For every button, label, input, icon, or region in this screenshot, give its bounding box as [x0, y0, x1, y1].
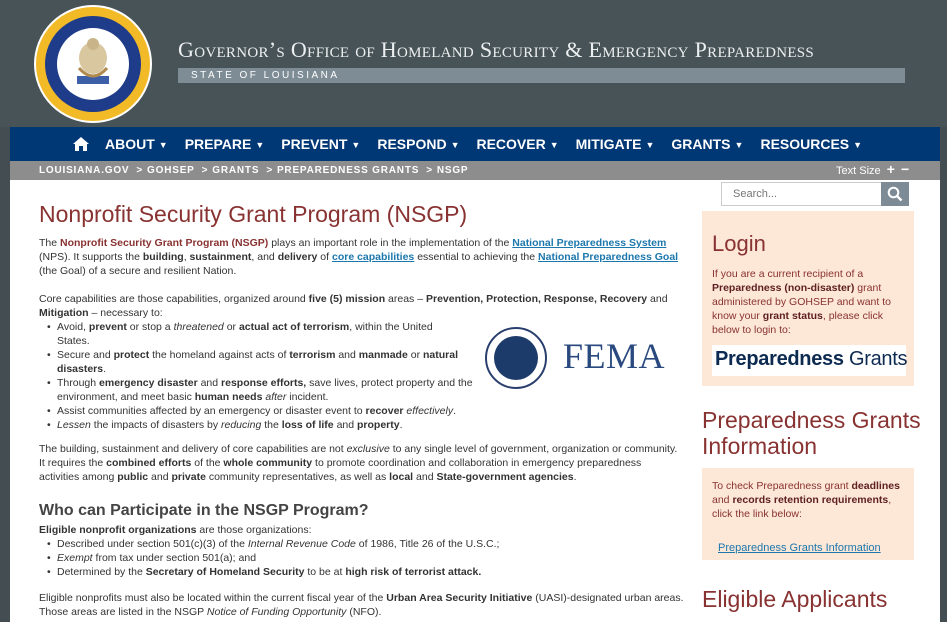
list-item	[47, 537, 647, 551]
text-size-control	[836, 161, 910, 177]
chevron-down-icon: ▼	[351, 140, 361, 150]
core-text: Core capabilities are those capabilities, organized around	[39, 293, 309, 305]
list-text: or stop a	[126, 321, 174, 333]
logo-word-preparedness: Preparedness	[715, 348, 844, 370]
list-bold: emergency disaster	[99, 377, 198, 389]
list-text: .	[399, 419, 403, 431]
who-can-participate-heading: Who can Participate in the NSGP Program?	[39, 502, 369, 519]
nav-prevent[interactable]	[281, 127, 360, 161]
list-text: and	[197, 377, 222, 389]
breadcrumb-separator: >	[426, 165, 433, 176]
core-text: – necessary to:	[88, 307, 163, 319]
info-text: , click the link below:	[712, 494, 892, 520]
list-text: the	[261, 419, 282, 431]
chevron-down-icon: ▼	[853, 140, 863, 150]
list-italic: effectively	[406, 405, 454, 417]
nav-prepare[interactable]	[185, 127, 265, 161]
intro-paragraph	[39, 236, 679, 278]
list-bold: response efforts,	[221, 377, 307, 389]
gohsep-seal-logo[interactable]	[34, 5, 152, 123]
national-preparedness-system-link[interactable]: National Preparedness System	[512, 237, 667, 249]
core-bold: Mitigation	[39, 307, 89, 319]
core-capabilities-link[interactable]: core capabilities	[331, 251, 415, 263]
intro-bold: building	[142, 251, 184, 263]
eligible-bold: Eligible nonprofit organizations	[39, 524, 197, 536]
eligible-intro	[39, 523, 684, 537]
pelican-icon	[57, 28, 129, 100]
list-bold: manmade	[358, 349, 408, 361]
list-bold: human needs	[194, 391, 263, 403]
nav-resources-label: RESOURCES	[760, 136, 850, 152]
list-text: and	[335, 349, 359, 361]
uasi-italic: Notice of Funding Opportunity	[206, 606, 347, 618]
nav-grants-label: GRANTS	[671, 136, 731, 152]
list-text: the homeland against acts of	[149, 349, 290, 361]
breadcrumb-gohsep[interactable]: GOHSEP	[147, 165, 195, 176]
nav-respond-label: RESPOND	[377, 136, 447, 152]
intro-bold: sustainment	[189, 251, 252, 263]
main-nav	[10, 127, 940, 161]
intro-text: plays an important role in the implementation of the	[268, 237, 513, 249]
preparedness-grants-login-link[interactable]	[712, 345, 906, 376]
intro-text: , and	[251, 251, 278, 263]
text-size-decrease-button[interactable]: −	[900, 161, 910, 177]
breadcrumb-nsgp: NSGP	[436, 165, 469, 176]
list-bold: terrorism	[289, 349, 336, 361]
building-italic: exclusive	[346, 443, 390, 455]
login-title: Login	[712, 231, 766, 256]
list-text: save lives, protect property and the environment, and meet basic	[57, 377, 473, 403]
list-text: Determined by the	[57, 566, 146, 578]
list-text: , within the United States.	[57, 321, 433, 347]
building-text: .	[573, 471, 577, 483]
building-bold: local	[389, 471, 414, 483]
seal-ring	[45, 16, 141, 112]
intro-text: ,	[183, 251, 190, 263]
eligible-applicants-title: Eligible Applicants	[702, 586, 888, 612]
intro-text: (NPS). It supports the	[39, 251, 143, 263]
nav-prevent-label: PREVENT	[281, 136, 348, 152]
list-text: Described under section 501(c)(3) of the	[57, 538, 248, 550]
intro-text: of	[317, 251, 332, 263]
search-icon	[887, 186, 903, 202]
chevron-down-icon: ▼	[450, 140, 460, 150]
uasi-text: Eligible nonprofits must also be located within the current fiscal year of the	[39, 592, 387, 604]
list-text: or	[407, 349, 423, 361]
list-text: Through	[57, 377, 100, 389]
list-bold: property	[357, 419, 400, 431]
breadcrumb-separator: >	[266, 165, 273, 176]
eligible-list	[47, 537, 647, 579]
page-title: Nonprofit Security Grant Program (NSGP)	[39, 201, 468, 227]
list-item	[47, 565, 647, 579]
list-text: incident.	[286, 391, 329, 403]
core-text: areas –	[385, 293, 426, 305]
preparedness-grants-info-title: Preparedness Grants Information	[702, 407, 921, 459]
info-bold: deadlines	[851, 480, 900, 492]
intro-text: essential to achieving the	[414, 251, 539, 263]
nav-respond[interactable]	[377, 127, 459, 161]
nav-prepare-label: PREPARE	[184, 136, 252, 152]
home-icon[interactable]	[72, 136, 90, 152]
building-text: to any single level of government, organization or community. It requires the	[39, 443, 678, 469]
list-bold: high risk of terrorist attack.	[345, 566, 482, 578]
building-text: and	[413, 471, 437, 483]
eligible-text: are those organizations:	[196, 524, 312, 536]
list-text: of 1986, Title 26 of the U.S.C.;	[355, 538, 500, 550]
chevron-down-icon: ▼	[734, 140, 744, 150]
breadcrumb-separator: >	[136, 165, 144, 176]
list-text: Assist communities affected by an emergency or disaster event to	[57, 405, 366, 417]
info-text: and	[712, 494, 733, 506]
building-text: of the	[191, 457, 224, 469]
nav-mitigate-label: MITIGATE	[575, 136, 642, 152]
core-bold: Prevention, Protection, Response, Recovery	[425, 293, 648, 305]
nav-about[interactable]	[105, 127, 168, 161]
nav-recover[interactable]	[476, 127, 558, 161]
text-size-label: Text Size	[836, 165, 881, 177]
building-bold: combined efforts	[106, 457, 192, 469]
text-size-increase-button[interactable]: +	[886, 161, 895, 177]
list-italic: reducing	[221, 419, 262, 431]
list-text: .	[103, 363, 107, 375]
dhs-seal-center	[494, 336, 538, 380]
info-description	[712, 479, 907, 521]
building-bold: private	[171, 471, 206, 483]
core-text: and	[647, 293, 668, 305]
list-italic: threatened	[173, 321, 224, 333]
nav-recover-label: RECOVER	[476, 136, 546, 152]
nav-mitigate[interactable]	[576, 127, 655, 161]
preparedness-grants-info-link[interactable]: Preparedness Grants Information	[718, 542, 881, 554]
chevron-down-icon: ▼	[255, 140, 265, 150]
list-italic: Internal Revenue Code	[247, 538, 356, 550]
chevron-down-icon: ▼	[158, 140, 168, 150]
login-text: grant administered by GOHSEP and want to know your	[712, 282, 891, 322]
breadcrumb-grants[interactable]: GRANTS	[212, 165, 260, 176]
dhs-seal-icon	[485, 327, 547, 389]
list-bold: natural disasters	[57, 349, 458, 375]
list-text: to be at	[304, 566, 346, 578]
list-bold: loss of life	[281, 419, 334, 431]
list-text: and	[333, 419, 358, 431]
intro-text: The	[39, 237, 61, 249]
list-text: Avoid,	[57, 321, 89, 333]
building-bold: State-government agencies	[436, 471, 574, 483]
site-header	[0, 0, 947, 127]
state-label: STATE OF LOUISIANA	[191, 70, 340, 81]
building-bold: whole community	[223, 457, 313, 469]
list-item	[47, 404, 482, 418]
fema-logo	[485, 327, 685, 389]
login-text: , please click below to login to:	[712, 310, 883, 336]
chevron-down-icon: ▼	[645, 140, 655, 150]
building-paragraph	[39, 442, 684, 484]
intro-text: (the Goal) of a secure and resilient Nation.	[39, 265, 237, 277]
national-preparedness-goal-link[interactable]: National Preparedness Goal	[538, 251, 679, 263]
nav-resources[interactable]	[760, 127, 862, 161]
list-text: the impacts of disasters by	[90, 419, 221, 431]
list-text: Secure and	[57, 349, 114, 361]
pelican-emblem	[57, 28, 129, 100]
breadcrumb-separator: >	[201, 165, 209, 176]
nsgp-name: Nonprofit Security Grant Program (NSGP)	[60, 237, 269, 249]
list-item	[47, 376, 482, 404]
building-text: community representatives, as well as	[205, 471, 390, 483]
mission-list	[47, 320, 482, 432]
search-input[interactable]	[721, 182, 882, 206]
list-item	[47, 320, 467, 348]
building-text: The building, sustainment and delivery of core capabilities are not	[39, 443, 347, 455]
list-item	[47, 551, 647, 565]
uasi-text: (NFO).	[346, 606, 382, 618]
uasi-paragraph	[39, 591, 689, 619]
intro-bold: delivery	[277, 251, 318, 263]
login-text: If you are a current recipient of a	[712, 268, 864, 280]
info-text: To check Preparedness grant	[712, 480, 852, 492]
nav-about-label: ABOUT	[105, 136, 155, 152]
info-bold: records retention requirements	[732, 494, 889, 506]
login-description	[712, 267, 907, 337]
building-text: and	[148, 471, 172, 483]
login-bold: grant status	[762, 310, 823, 322]
list-bold: actual act of terrorism	[238, 321, 350, 333]
list-italic: Exempt	[57, 552, 93, 564]
search-button[interactable]	[881, 182, 909, 206]
nav-items	[105, 127, 879, 161]
list-text: .	[453, 405, 457, 417]
list-text: or	[223, 321, 239, 333]
uasi-bold: Urban Area Security Initiative	[386, 592, 533, 604]
breadcrumb	[10, 161, 940, 180]
list-italic: Lessen	[57, 419, 91, 431]
list-bold: Secretary of Homeland Security	[145, 566, 305, 578]
list-bold: prevent	[88, 321, 127, 333]
logo-word-grants: Grants	[848, 348, 908, 370]
list-italic: after	[265, 391, 287, 403]
building-text: to promote coordination and collaboration in emergency preparedness activities among	[39, 457, 642, 483]
list-bold: recover	[365, 405, 404, 417]
fema-wordmark: FEMA	[563, 336, 666, 376]
uasi-text: (UASI)-designated urban areas. Those areas are listed in the NSGP	[39, 592, 684, 618]
login-bold: Preparedness (non-disaster)	[712, 282, 855, 294]
breadcrumb-preparedness-grants[interactable]: PREPAREDNESS GRANTS	[276, 165, 420, 176]
list-text: from tax under section 501(a); and	[92, 552, 257, 564]
list-item	[47, 348, 467, 376]
list-bold: protect	[113, 349, 150, 361]
breadcrumb-louisiana-gov[interactable]: LOUISIANA.GOV	[39, 165, 130, 176]
core-capabilities-paragraph	[39, 292, 684, 320]
building-bold: public	[117, 471, 149, 483]
list-item	[47, 418, 482, 432]
agency-title: Governor’s Office of Homeland Security & Emergency Preparedness	[178, 37, 815, 62]
nav-grants[interactable]	[671, 127, 743, 161]
chevron-down-icon: ▼	[549, 140, 559, 150]
core-bold: five (5) mission	[308, 293, 386, 305]
content-area	[10, 180, 940, 622]
preparedness-grants-logo	[715, 348, 907, 371]
